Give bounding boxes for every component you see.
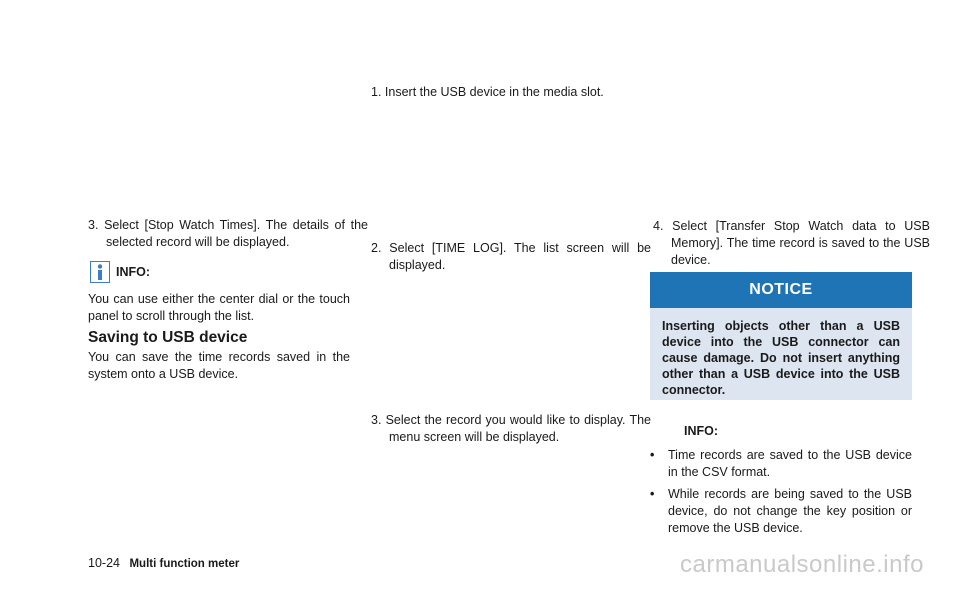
step-text: Select [TIME LOG]. The list screen will be displayed.: [389, 241, 651, 272]
step-text: Insert the USB device in the media slot.: [384, 85, 604, 99]
step-text: Select the record you would like to display. The menu screen will be displayed.: [385, 413, 651, 444]
step-text: Select [Stop Watch Times]. The details of the selected record will be displayed.: [104, 218, 368, 249]
bullet-dot: •: [650, 487, 655, 501]
left-info-header: [90, 261, 150, 283]
step-number: 3.: [88, 218, 99, 232]
step-number: 3.: [371, 413, 382, 427]
watermark: carmanualsonline.info: [680, 551, 924, 578]
step-number: 4.: [653, 219, 664, 233]
page-number: 10-24: [88, 556, 120, 570]
bullet-dot: •: [650, 448, 655, 462]
right-step-4: [653, 218, 930, 269]
section-intro: You can save the time records saved in the system onto a USB device.: [88, 350, 350, 381]
left-info-text: You can use either the center dial or the touch panel to scroll through the list.: [88, 292, 350, 323]
step-number: 2.: [371, 241, 382, 255]
right-info-bullets: [650, 447, 912, 542]
info-icon: [90, 261, 110, 283]
info-label: INFO:: [116, 264, 151, 279]
list-item: [650, 447, 912, 481]
list-item: [650, 486, 912, 537]
bullet-text: Time records are saved to the USB device in the CSV format.: [668, 448, 912, 479]
notice-title: NOTICE: [650, 272, 912, 308]
middle-step-2: [371, 240, 651, 274]
middle-step-1: [371, 84, 651, 101]
section-title: Multi function meter: [129, 558, 240, 570]
bullet-text: While records are being saved to the USB device, do not change the key position or remove the USB device.: [668, 487, 912, 535]
left-step-3: [88, 217, 368, 251]
middle-step-3: [371, 412, 651, 446]
step-number: 1.: [371, 85, 382, 99]
step-text: Select [Transfer Stop Watch data to USB Memory]. The time record is saved to the USB device.: [671, 219, 930, 267]
notice-body: Inserting objects other than a USB device into the USB connector can cause damage. Do not insert anything other than a USB device into the USB connector.: [662, 319, 900, 397]
right-info-label: INFO:: [684, 424, 719, 438]
section-heading: Saving to USB device: [88, 329, 248, 346]
notice-box: [650, 272, 912, 400]
page-footer: [88, 555, 239, 573]
